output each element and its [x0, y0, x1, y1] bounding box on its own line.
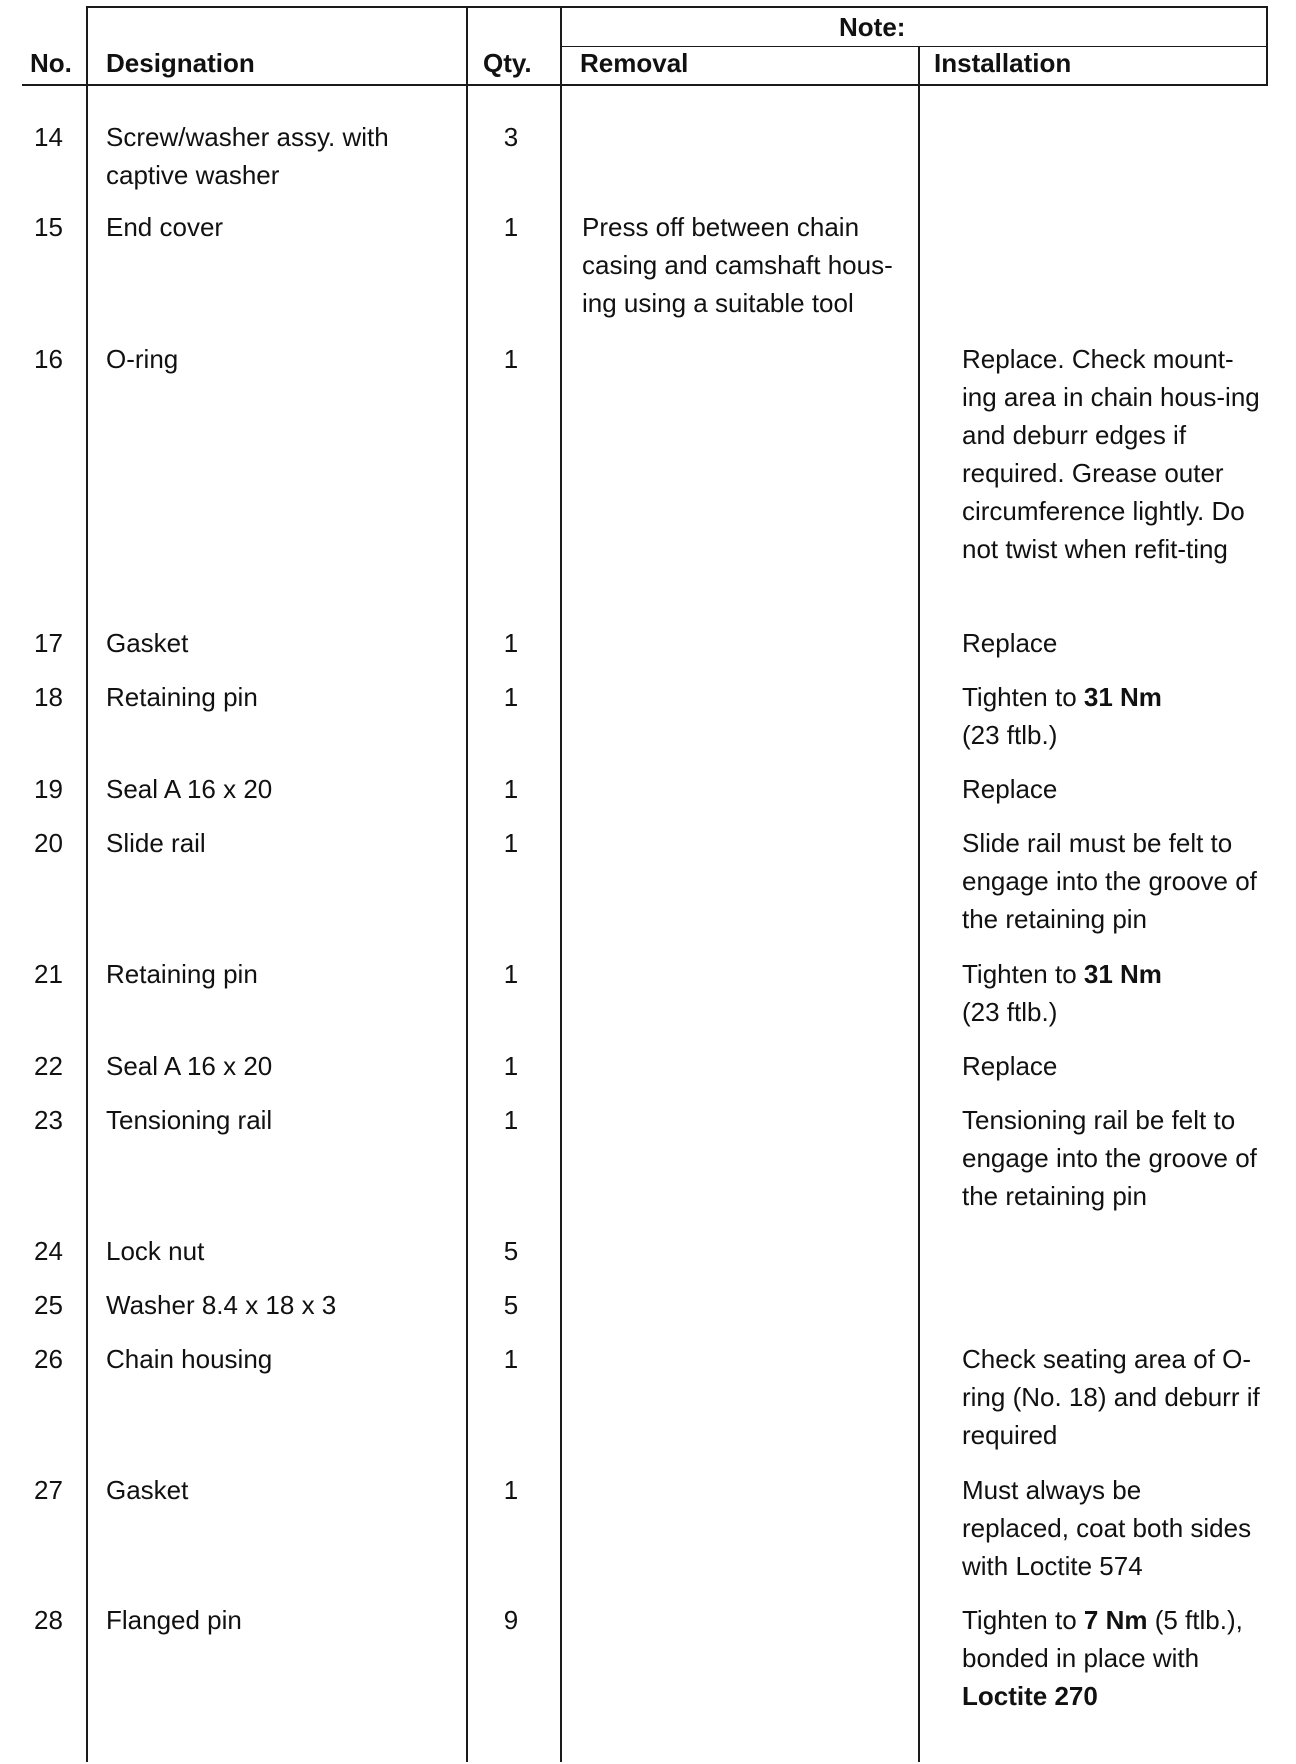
row-number: 25	[34, 1290, 63, 1320]
row-quantity: 1	[503, 828, 519, 858]
torque-value: 7 Nm	[1083, 1605, 1148, 1635]
row-quantity: 1	[503, 212, 519, 242]
row-number: 22	[34, 1051, 63, 1081]
header-bottom-rule	[22, 84, 1268, 86]
row-designation: Flanged pin	[106, 1605, 242, 1635]
torque-value: 31 Nm	[1083, 682, 1162, 712]
installation-text: Tighten to	[962, 682, 1084, 712]
installation-text: (5 ftlb.), bonded in place with	[962, 1605, 1243, 1673]
installation-text: Tighten to	[962, 1605, 1084, 1635]
row-designation: Retaining pin	[106, 682, 258, 712]
row-designation: Gasket	[106, 1475, 189, 1505]
row-designation: End cover	[106, 212, 224, 242]
row-number: 15	[34, 212, 63, 242]
row-designation: Chain housing	[106, 1344, 273, 1374]
row-installation-note: Replace. Check mount-ing area in chain hous-ing and deburr edges if required. Grease outer circumference lightly. Do not twist when refit-ting	[962, 344, 1260, 564]
header-note: Note:	[839, 12, 906, 42]
header-qty: Qty.	[483, 48, 532, 78]
row-quantity: 5	[503, 1236, 519, 1266]
row-number: 21	[34, 959, 63, 989]
row-number: 24	[34, 1236, 63, 1266]
row-removal-note: Press off between chain casing and camshaft hous-ing using a suitable tool	[582, 212, 893, 318]
row-number: 16	[34, 344, 63, 374]
row-number: 27	[34, 1475, 63, 1505]
col-divider-no	[86, 6, 88, 1762]
row-quantity: 1	[503, 1344, 519, 1374]
col-divider-designation	[466, 6, 468, 1762]
row-designation: O-ring	[106, 344, 179, 374]
col-divider-right	[1266, 6, 1268, 86]
row-designation: Slide rail	[106, 828, 206, 858]
row-designation: Retaining pin	[106, 959, 258, 989]
row-quantity: 1	[503, 774, 519, 804]
col-divider-qty	[560, 6, 562, 1762]
row-number: 20	[34, 828, 63, 858]
header-removal: Removal	[580, 48, 689, 78]
row-quantity: 9	[503, 1605, 519, 1635]
row-number: 14	[34, 122, 63, 152]
row-number: 23	[34, 1105, 63, 1135]
row-designation: Screw/washer assy. with captive washer	[106, 122, 389, 190]
row-installation-note: Replace	[962, 1051, 1058, 1081]
row-installation-note: Replace	[962, 628, 1058, 658]
row-quantity: 3	[503, 122, 519, 152]
row-installation-note: Slide rail must be felt to engage into the groove of the retaining pin	[962, 828, 1257, 934]
row-designation: Washer 8.4 x 18 x 3	[106, 1290, 337, 1320]
header-designation: Designation	[106, 48, 255, 78]
row-designation: Gasket	[106, 628, 189, 658]
row-designation: Seal A 16 x 20	[106, 1051, 273, 1081]
row-number: 26	[34, 1344, 63, 1374]
row-quantity: 1	[503, 1051, 519, 1081]
row-installation-note: Replace	[962, 774, 1058, 804]
torque-value: 31 Nm	[1083, 959, 1162, 989]
adhesive-name: Loctite 270	[962, 1681, 1098, 1711]
row-quantity: 1	[503, 344, 519, 374]
row-quantity: 1	[503, 628, 519, 658]
row-quantity: 1	[503, 959, 519, 989]
installation-text: (23 ftlb.)	[962, 997, 1058, 1027]
row-designation: Seal A 16 x 20	[106, 774, 273, 804]
installation-text: Tighten to	[962, 959, 1084, 989]
col-divider-removal	[918, 46, 920, 1762]
row-installation-note: Must always be replaced, coat both sides with Loctite 574	[962, 1475, 1252, 1581]
row-installation-note: Check seating area of O-ring (No. 18) and deburr if required	[962, 1344, 1260, 1450]
row-number: 17	[34, 628, 63, 658]
row-designation: Tensioning rail	[106, 1105, 273, 1135]
row-quantity: 1	[503, 682, 519, 712]
row-number: 18	[34, 682, 63, 712]
row-quantity: 1	[503, 1475, 519, 1505]
row-installation-note	[962, 1601, 1262, 1715]
row-quantity: 1	[503, 1105, 519, 1135]
row-quantity: 5	[503, 1290, 519, 1320]
table-top-rule	[86, 6, 1268, 8]
row-designation: Lock nut	[106, 1236, 205, 1266]
row-installation-note	[962, 955, 1192, 1031]
header-no: No.	[30, 48, 72, 78]
row-number: 19	[34, 774, 63, 804]
row-installation-note	[962, 678, 1192, 754]
row-number: 28	[34, 1605, 63, 1635]
row-installation-note: Tensioning rail be felt to engage into the groove of the retaining pin	[962, 1105, 1257, 1211]
installation-text: (23 ftlb.)	[962, 720, 1058, 750]
header-installation: Installation	[934, 48, 1072, 78]
